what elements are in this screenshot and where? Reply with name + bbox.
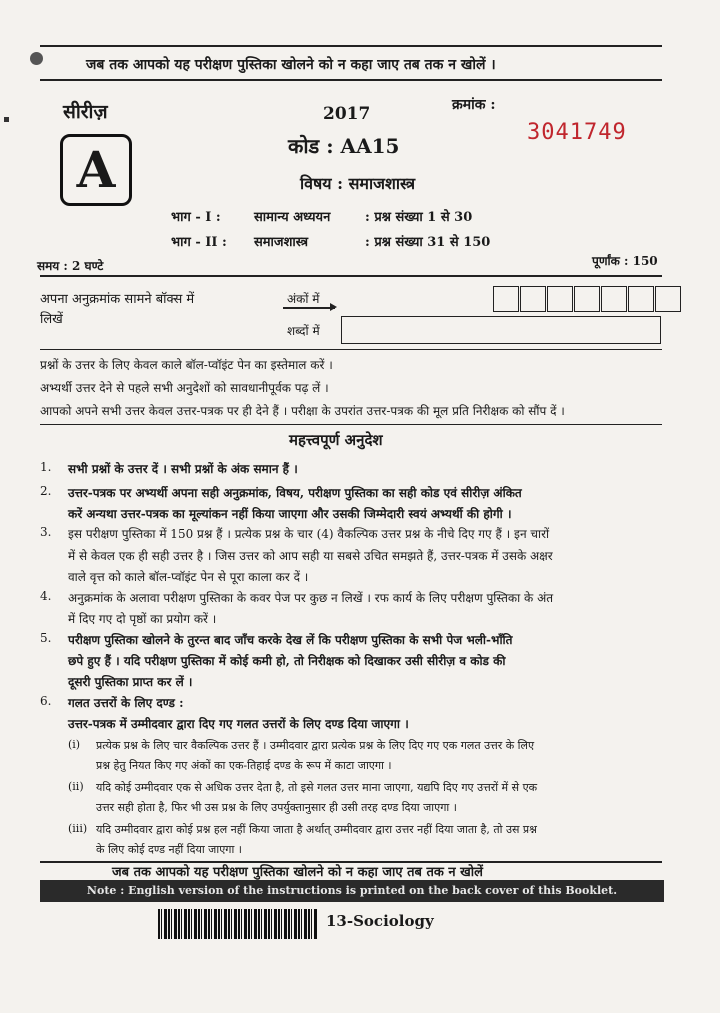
instructions-title: महत्त्वपूर्ण अनुदेश <box>289 431 383 449</box>
series-box: A <box>60 134 132 206</box>
roll-instruction-line1: अपना अनुक्रमांक सामने बॉक्स में <box>40 292 195 307</box>
part-1-label: भाग - I : <box>171 210 221 225</box>
instruction-number: 2. <box>40 484 52 498</box>
penalty-number: (i) <box>68 738 81 751</box>
max-marks: पूर्णांक : 150 <box>592 254 658 268</box>
roll-digit-boxes[interactable] <box>493 286 682 316</box>
instruction-line: इस परीक्षण पुस्तिका में 150 प्रश्न हैं । प्रत्येक प्रश्न के चार (4) वैकल्पिक उत्तर प्रश्न के नीचे दिए गए हैं । इन चारों <box>68 527 550 541</box>
penalty-number: (ii) <box>68 780 84 793</box>
part-2-questions: : प्रश्न संख्या 31 से 150 <box>365 235 491 250</box>
part-2-name: समाजशास्त्र <box>254 235 309 250</box>
part-1-questions: : प्रश्न संख्या 1 से 30 <box>365 210 473 225</box>
instruction-line: वाले वृत्त को काले बॉल-प्वॉइंट पेन से पूरा काला कर दें । <box>68 570 309 584</box>
barcode-image <box>158 909 318 939</box>
part-2-label: भाग - II : <box>171 235 227 250</box>
year: 2017 <box>323 104 371 124</box>
top-rule <box>40 45 662 47</box>
preamble-line: अभ्यर्थी उत्तर देने से पहले सभी अनुदेशों को सावधानीपूर्वक पढ़ लें । <box>40 381 329 395</box>
top-notice-rule <box>40 79 662 81</box>
penalty-number: (iii) <box>68 822 88 835</box>
top-notice: जब तक आपको यह परीक्षण पुस्तिका खोलने को न कहा जाए तब तक न खोलें । <box>86 57 496 73</box>
instruction-number: 4. <box>40 589 52 603</box>
booklet-code: कोड : AA15 <box>288 134 400 158</box>
penalty-line: प्रश्न हेतु नियत किए गए अंकों का एक-तिहाई दण्ड के रूप में काटा जाएगा । <box>96 759 392 772</box>
instruction-line: उत्तर-पत्रक पर अभ्यर्थी अपना सही अनुक्रमांक, विषय, परीक्षण पुस्तिका का सही कोड एवं सीरीज़ अंकित <box>68 486 522 500</box>
instruction-line: उत्तर-पत्रक में उम्मीदवार द्वारा दिए गए गलत उत्तरों के लिए दण्ड दिया जाएगा । <box>68 717 409 731</box>
preamble-rule <box>40 424 662 425</box>
roll-rule <box>40 349 662 350</box>
arrow-icon <box>283 307 335 309</box>
booklet-subject-code: 13-Sociology <box>326 912 434 930</box>
subject: विषय : समाजशास्त्र <box>300 174 416 193</box>
instruction-number: 3. <box>40 525 52 539</box>
penalty-line: प्रत्येक प्रश्न के लिए चार वैकल्पिक उत्तर हैं । उम्मीदवार द्वारा प्रत्येक प्रश्न के लिए दिए गए एक गलत उत्तर के लिए <box>96 739 535 752</box>
margin-dot-mark <box>4 117 9 122</box>
roll-in-digits-label: अंकों में <box>287 292 320 306</box>
instruction-line: में से केवल एक ही सही उत्तर है । जिस उत्तर को आप सही या सबसे उचित समझते हैं, उत्तर-पत्रक में उसके अक्षर <box>68 549 553 563</box>
header-rule <box>40 275 662 277</box>
serial-number: 3041749 <box>527 120 627 145</box>
penalty-line: उत्तर सही होता है, फिर भी उस प्रश्न के लिए उपर्युक्तानुसार ही उसी तरह दण्ड दिया जाएगा । <box>96 801 457 814</box>
instruction-line: परीक्षण पुस्तिका खोलने के तुरन्त बाद जाँच करके देख लें कि परीक्षण पुस्तिका के सभी पेज भली-भाँति <box>68 633 513 647</box>
roll-instruction-line2: लिखें <box>40 312 63 327</box>
penalty-line: यदि कोई उम्मीदवार एक से अधिक उत्तर देता है, तो इसे गलत उत्तर माना जाएगा, यद्यपि दिए गए उत्तरों में से एक <box>96 781 538 794</box>
series-label: सीरीज़ <box>63 101 108 123</box>
instruction-number: 6. <box>40 694 52 708</box>
instruction-line: गलत उत्तरों के लिए दण्ड : <box>68 696 184 710</box>
instruction-line: छपे हुए हैं । यदि परीक्षण पुस्तिका में कोई कमी हो, तो निरीक्षक को दिखाकर उसी सीरीज़ व कोड की <box>68 654 506 668</box>
penalty-line: के लिए कोई दण्ड नहीं दिया जाएगा । <box>96 843 242 856</box>
instruction-line: में दिए गए दो पृष्ठों का प्रयोग करें । <box>68 612 217 626</box>
bottom-notice: जब तक आपको यह परीक्षण पुस्तिका खोलने को न कहा जाए तब तक न खोलें <box>112 865 483 880</box>
instruction-line: अनुक्रमांक के अलावा परीक्षण पुस्तिका के कवर पेज पर कुछ न लिखें । रफ कार्य के लिए परीक्षण पुस्तिका के अंत <box>68 591 554 605</box>
part-1-name: सामान्य अध्ययन <box>254 210 331 225</box>
preamble-line: आपको अपने सभी उत्तर केवल उत्तर-पत्रक पर ही देने हैं । परीक्षा के उपरांत उत्तर-पत्रक की मूल प्रति निरीक्षक को सौंप दें । <box>40 404 565 418</box>
instruction-line: दूसरी पुस्तिका प्राप्त कर लें । <box>68 675 193 689</box>
instruction-line: सभी प्रश्नों के उत्तर दें । सभी प्रश्नों के अंक समान हैं । <box>68 462 298 476</box>
punch-hole-mark <box>30 52 43 65</box>
time-allowed: समय : 2 घण्टे <box>37 259 104 273</box>
instruction-number: 5. <box>40 631 52 645</box>
serial-label: क्रमांक : <box>452 97 496 113</box>
penalty-line: यदि उम्मीदवार द्वारा कोई प्रश्न हल नहीं किया जाता है अर्थात् उम्मीदवार द्वारा उत्तर नहीं दिया जाता है, तो उस प्रश्न <box>96 823 537 836</box>
roll-in-words-label: शब्दों में <box>287 324 320 338</box>
roll-words-box[interactable] <box>341 316 661 344</box>
instruction-line: करें अन्यथा उत्तर-पत्रक का मूल्यांकन नहीं किया जाएगा और उसकी जिम्मेदारी स्वयं अभ्यर्थी की होगी । <box>68 507 512 521</box>
english-version-note: Note : English version of the instructions is printed on the back cover of this Booklet. <box>40 880 664 902</box>
preamble-line: प्रश्नों के उत्तर के लिए केवल काले बॉल-प्वॉइंट पेन का इस्तेमाल करें । <box>40 358 333 372</box>
instruction-number: 1. <box>40 460 52 474</box>
